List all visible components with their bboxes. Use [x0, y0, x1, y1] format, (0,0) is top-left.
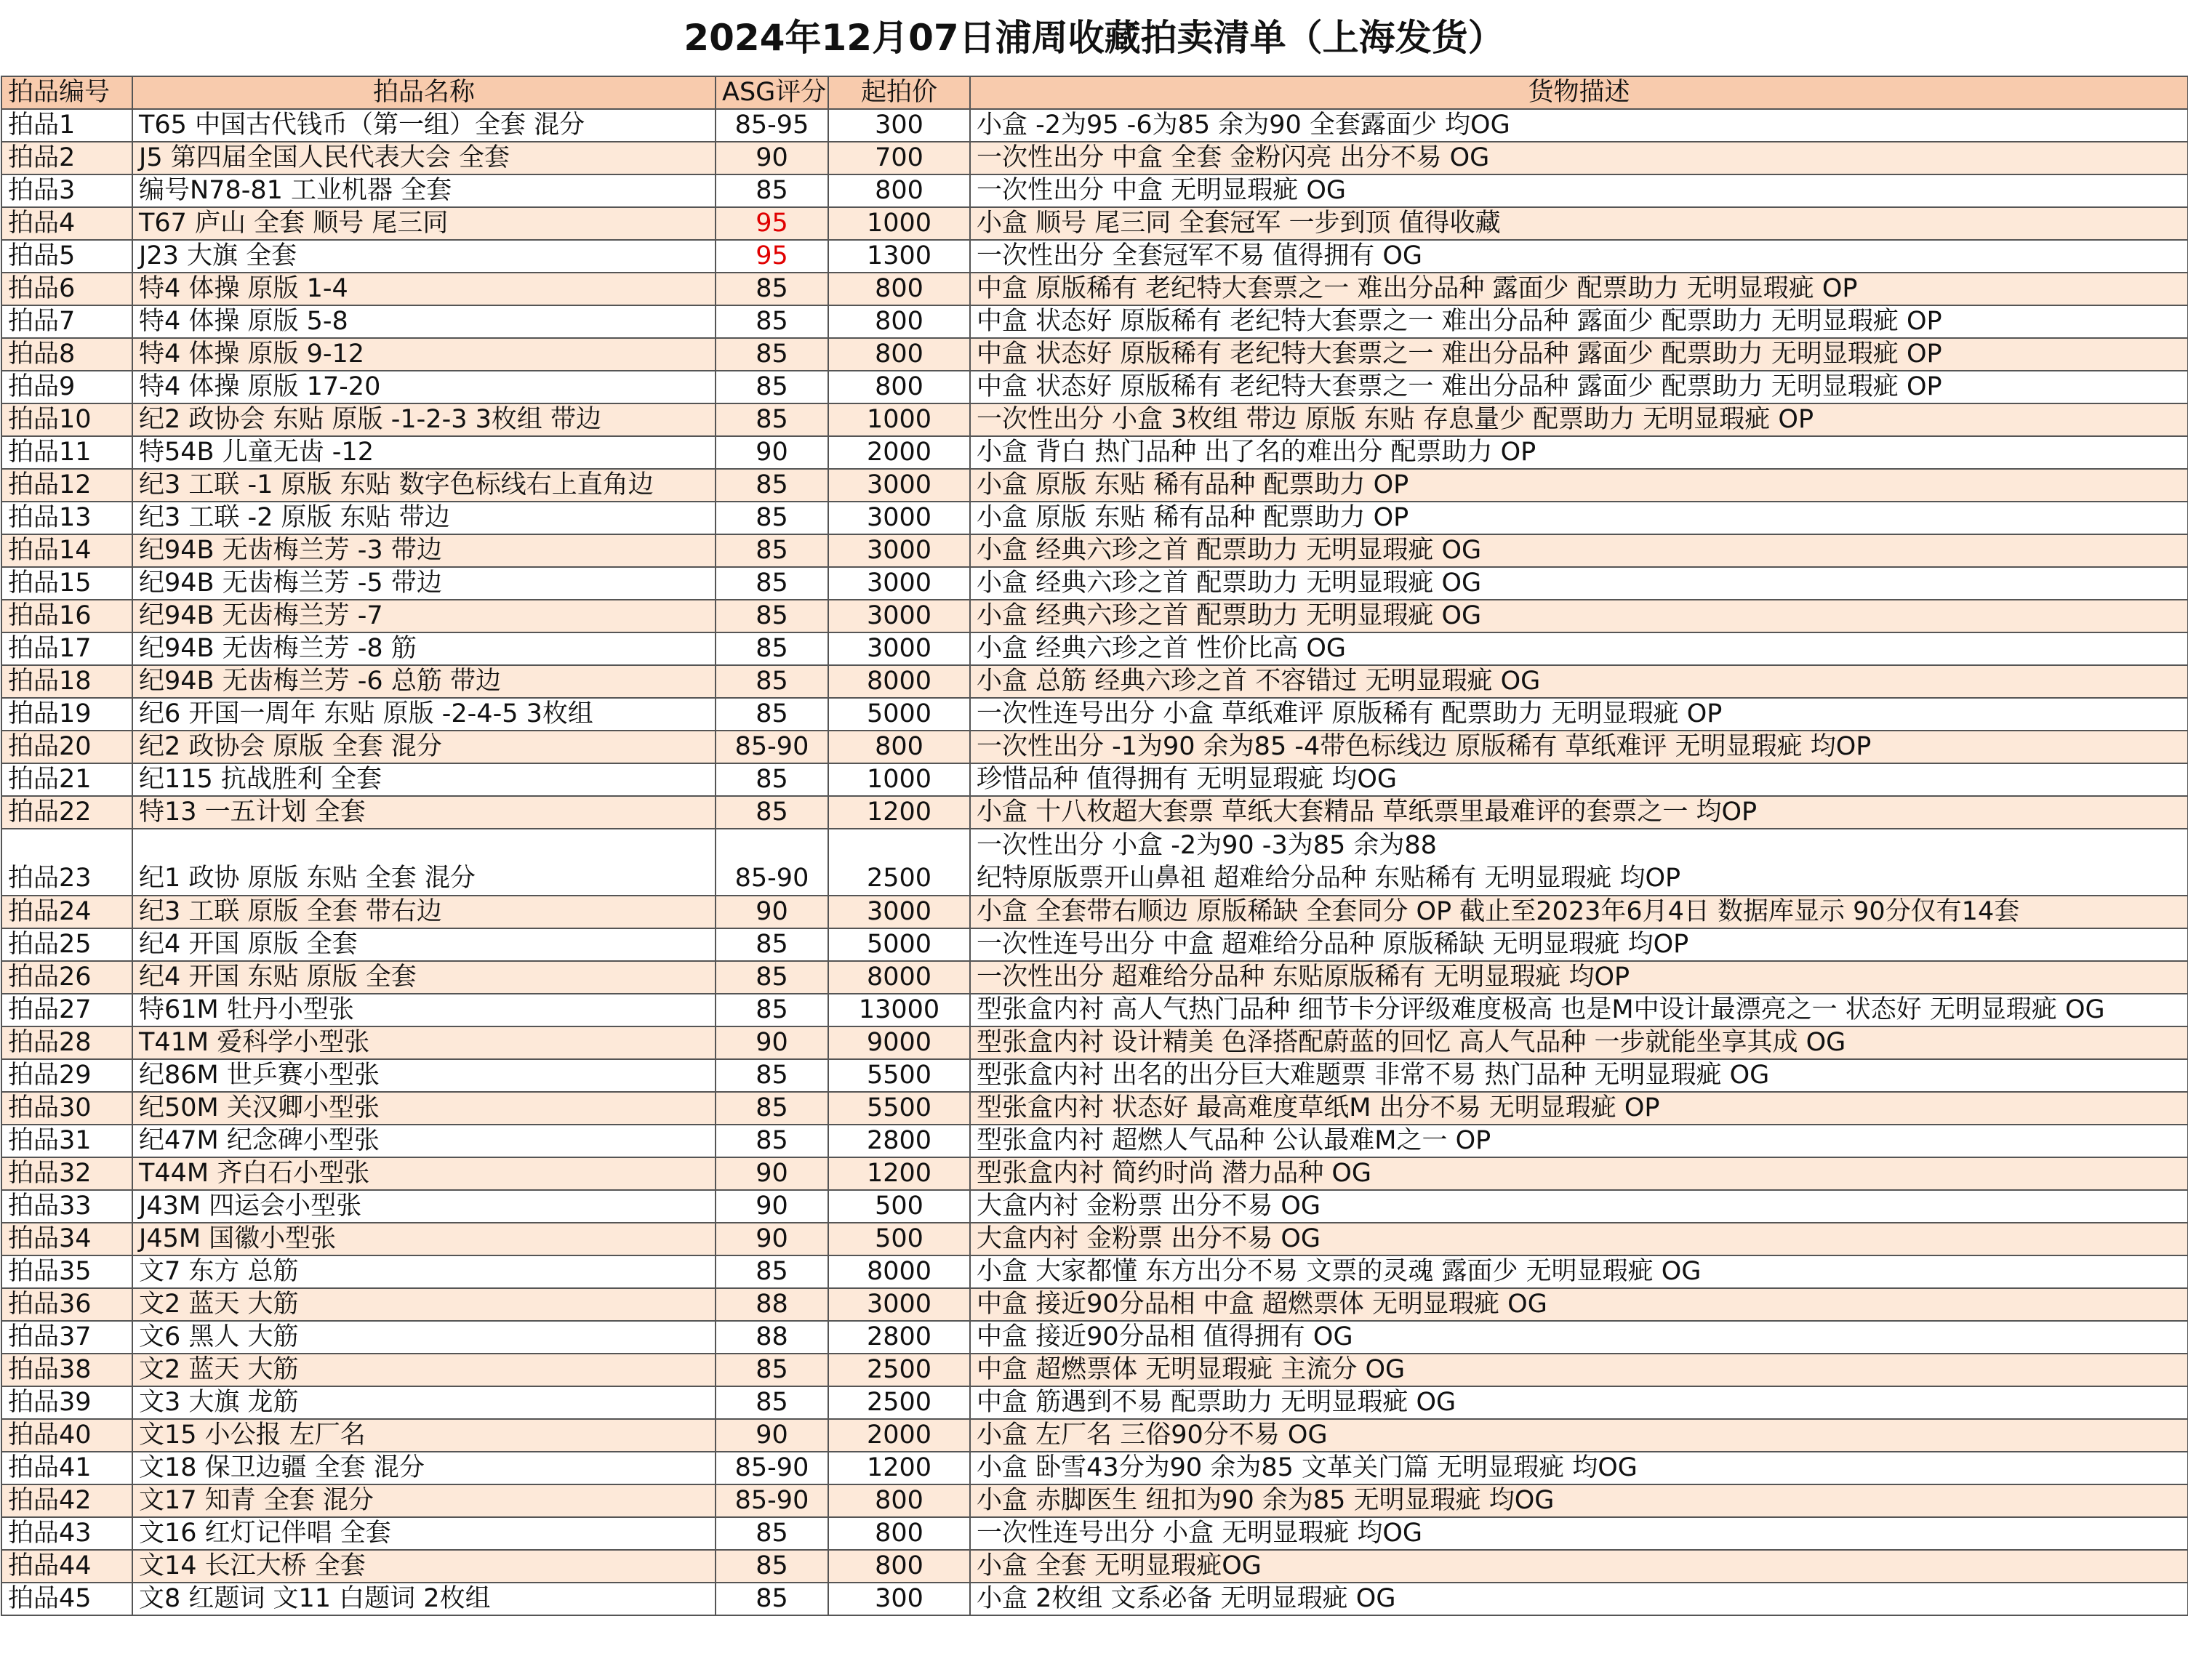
table-row — [1, 338, 2188, 371]
start-price-cell: 800 — [828, 1484, 970, 1517]
description-cell: 小盒 2枚组 文系必备 无明显瑕疵 OG — [970, 1583, 2188, 1615]
lot-id-cell: 拍品28 — [1, 1026, 132, 1059]
start-price-cell: 8000 — [828, 665, 970, 698]
description-cell: 型张盒内衬 状态好 最高难度草纸M 出分不易 无明显瑕疵 OP — [970, 1092, 2188, 1125]
lot-id-cell: 拍品34 — [1, 1223, 132, 1255]
description-cell — [970, 829, 2188, 896]
description-cell: 小盒 原版 东贴 稀有品种 配票助力 OP — [970, 469, 2188, 502]
lot-name-cell: J45M 国徽小型张 — [132, 1223, 716, 1255]
start-price-cell: 5000 — [828, 928, 970, 961]
description-cell: 小盒 原版 东贴 稀有品种 配票助力 OP — [970, 502, 2188, 534]
asg-score-cell: 85 — [716, 1386, 828, 1419]
asg-score-cell: 95 — [716, 240, 828, 273]
table-row — [1, 567, 2188, 600]
description-cell: 大盒内衬 金粉票 出分不易 OG — [970, 1190, 2188, 1223]
lot-name-cell: 特54B 儿童无齿 -12 — [132, 436, 716, 469]
start-price-cell: 1200 — [828, 1157, 970, 1190]
description-cell: 小盒 背白 热门品种 出了名的难出分 配票助力 OP — [970, 436, 2188, 469]
header-description: 货物描述 — [970, 76, 2188, 109]
table-row — [1, 403, 2188, 436]
table-row — [1, 1550, 2188, 1583]
lot-id-cell: 拍品14 — [1, 534, 132, 567]
asg-score-cell: 85 — [716, 469, 828, 502]
description-cell: 小盒 赤脚医生 纽扣为90 余为85 无明显瑕疵 均OG — [970, 1484, 2188, 1517]
asg-score-cell: 90 — [716, 1223, 828, 1255]
asg-score-cell: 90 — [716, 1026, 828, 1059]
start-price-cell: 2000 — [828, 436, 970, 469]
description-cell: 中盒 接近90分品相 值得拥有 OG — [970, 1321, 2188, 1354]
start-price-cell: 5500 — [828, 1059, 970, 1092]
lot-name-cell: 特61M 牡丹小型张 — [132, 994, 716, 1026]
asg-score-cell: 90 — [716, 1419, 828, 1452]
asg-score-cell: 85 — [716, 961, 828, 994]
lot-id-cell: 拍品40 — [1, 1419, 132, 1452]
start-price-cell: 5500 — [828, 1092, 970, 1125]
lot-name-cell: 纪2 政协会 原版 全套 混分 — [132, 731, 716, 763]
lot-id-cell: 拍品20 — [1, 731, 132, 763]
description-cell: 小盒 顺号 尾三同 全套冠军 一步到顶 值得收藏 — [970, 207, 2188, 240]
table-row — [1, 829, 2188, 896]
start-price-cell: 1200 — [828, 1452, 970, 1484]
description-cell: 小盒 全套带右顺边 原版稀缺 全套同分 OP 截止至2023年6月4日 数据库显示 90分仅有14套 — [970, 896, 2188, 928]
table-row — [1, 1419, 2188, 1452]
header-start-price: 起拍价 — [828, 76, 970, 109]
description-cell: 一次性出分 -1为90 余为85 -4带色标线边 原版稀有 草纸难评 无明显瑕疵 均OP — [970, 731, 2188, 763]
lot-id-cell: 拍品30 — [1, 1092, 132, 1125]
start-price-cell: 800 — [828, 174, 970, 207]
table-row — [1, 502, 2188, 534]
table-row — [1, 928, 2188, 961]
asg-score-cell: 90 — [716, 1190, 828, 1223]
lot-name-cell: 纪94B 无齿梅兰芳 -6 总筋 带边 — [132, 665, 716, 698]
description-cell: 小盒 大家都懂 东方出分不易 文票的灵魂 露面少 无明显瑕疵 OG — [970, 1255, 2188, 1288]
asg-score-cell: 85 — [716, 174, 828, 207]
table-row — [1, 1125, 2188, 1157]
lot-id-cell: 拍品35 — [1, 1255, 132, 1288]
start-price-cell: 500 — [828, 1190, 970, 1223]
start-price-cell: 800 — [828, 338, 970, 371]
start-price-cell: 1000 — [828, 207, 970, 240]
table-row — [1, 273, 2188, 305]
lot-name-cell: 纪94B 无齿梅兰芳 -7 — [132, 600, 716, 632]
asg-score-cell: 85 — [716, 796, 828, 829]
lot-id-cell: 拍品8 — [1, 338, 132, 371]
asg-score-cell: 85 — [716, 273, 828, 305]
lot-name-cell: 特4 体操 原版 5-8 — [132, 305, 716, 338]
asg-score-cell: 88 — [716, 1321, 828, 1354]
table-row — [1, 207, 2188, 240]
asg-score-cell: 85 — [716, 1354, 828, 1386]
asg-score-cell: 85 — [716, 305, 828, 338]
lot-id-cell: 拍品18 — [1, 665, 132, 698]
start-price-cell: 1000 — [828, 403, 970, 436]
start-price-cell: 2500 — [828, 1386, 970, 1419]
description-cell: 中盒 超燃票体 无明显瑕疵 主流分 OG — [970, 1354, 2188, 1386]
lot-name-cell: 特4 体操 原版 1-4 — [132, 273, 716, 305]
asg-score-cell: 85-95 — [716, 109, 828, 142]
description-cell: 小盒 -2为95 -6为85 余为90 全套露面少 均OG — [970, 109, 2188, 142]
table-row — [1, 796, 2188, 829]
description-cell: 小盒 经典六珍之首 配票助力 无明显瑕疵 OG — [970, 567, 2188, 600]
asg-score-cell: 85 — [716, 928, 828, 961]
asg-score-cell: 85 — [716, 1517, 828, 1550]
start-price-cell: 1300 — [828, 240, 970, 273]
description-cell: 小盒 左厂名 三俗90分不易 OG — [970, 1419, 2188, 1452]
table-row — [1, 1026, 2188, 1059]
start-price-cell: 8000 — [828, 1255, 970, 1288]
table-row — [1, 1092, 2188, 1125]
lot-name-cell: T41M 爱科学小型张 — [132, 1026, 716, 1059]
start-price-cell: 300 — [828, 109, 970, 142]
lot-id-cell: 拍品7 — [1, 305, 132, 338]
asg-score-cell: 85-90 — [716, 1484, 828, 1517]
asg-score-cell: 85-90 — [716, 829, 828, 896]
table-row — [1, 1059, 2188, 1092]
lot-name-cell: 纪4 开国 原版 全套 — [132, 928, 716, 961]
description-cell: 型张盒内衬 简约时尚 潜力品种 OG — [970, 1157, 2188, 1190]
table-row — [1, 1583, 2188, 1615]
description-cell: 中盒 状态好 原版稀有 老纪特大套票之一 难出分品种 露面少 配票助力 无明显瑕疵 OP — [970, 305, 2188, 338]
table-row — [1, 436, 2188, 469]
table-row — [1, 600, 2188, 632]
table-row — [1, 109, 2188, 142]
lot-id-cell: 拍品11 — [1, 436, 132, 469]
lot-id-cell: 拍品9 — [1, 371, 132, 403]
start-price-cell: 800 — [828, 1550, 970, 1583]
header-row — [1, 76, 2188, 109]
lot-name-cell: J23 大旗 全套 — [132, 240, 716, 273]
asg-score-cell: 85 — [716, 567, 828, 600]
asg-score-cell: 85 — [716, 994, 828, 1026]
lot-name-cell: 特4 体操 原版 17-20 — [132, 371, 716, 403]
lot-name-cell: 文3 大旗 龙筋 — [132, 1386, 716, 1419]
asg-score-cell: 85 — [716, 1583, 828, 1615]
lot-name-cell: 文18 保卫边疆 全套 混分 — [132, 1452, 716, 1484]
asg-score-cell: 85 — [716, 632, 828, 665]
start-price-cell: 3000 — [828, 567, 970, 600]
description-cell: 一次性出分 超难给分品种 东贴原版稀有 无明显瑕疵 均OP — [970, 961, 2188, 994]
table-row — [1, 1190, 2188, 1223]
lot-id-cell: 拍品21 — [1, 763, 132, 796]
description-cell: 小盒 十八枚超大套票 草纸大套精品 草纸票里最难评的套票之一 均OP — [970, 796, 2188, 829]
lot-name-cell: 文6 黑人 大筋 — [132, 1321, 716, 1354]
lot-id-cell: 拍品10 — [1, 403, 132, 436]
header-asg-score: ASG评分 — [716, 76, 828, 109]
table-row — [1, 1157, 2188, 1190]
description-cell: 中盒 状态好 原版稀有 老纪特大套票之一 难出分品种 露面少 配票助力 无明显瑕疵 OP — [970, 338, 2188, 371]
lot-name-cell: 纪3 工联 -1 原版 东贴 数字色标线右上直角边 — [132, 469, 716, 502]
start-price-cell: 800 — [828, 371, 970, 403]
asg-score-cell: 85 — [716, 403, 828, 436]
lot-id-cell: 拍品2 — [1, 142, 132, 174]
asg-score-cell: 85 — [716, 763, 828, 796]
asg-score-cell: 90 — [716, 436, 828, 469]
start-price-cell: 800 — [828, 1517, 970, 1550]
start-price-cell: 2800 — [828, 1321, 970, 1354]
description-cell: 一次性连号出分 中盒 超难给分品种 原版稀缺 无明显瑕疵 均OP — [970, 928, 2188, 961]
lot-id-cell: 拍品32 — [1, 1157, 132, 1190]
lot-name-cell: J43M 四运会小型张 — [132, 1190, 716, 1223]
auction-table — [1, 76, 2188, 1616]
table-row — [1, 763, 2188, 796]
description-cell: 中盒 筋遇到不易 配票助力 无明显瑕疵 OG — [970, 1386, 2188, 1419]
description-cell: 型张盒内衬 设计精美 色泽搭配蔚蓝的回忆 高人气品种 一步就能坐享其成 OG — [970, 1026, 2188, 1059]
asg-score-cell: 85 — [716, 665, 828, 698]
asg-score-cell: 90 — [716, 1157, 828, 1190]
description-cell: 中盒 状态好 原版稀有 老纪特大套票之一 难出分品种 露面少 配票助力 无明显瑕疵 OP — [970, 371, 2188, 403]
table-row — [1, 1354, 2188, 1386]
description-cell: 小盒 经典六珍之首 性价比高 OG — [970, 632, 2188, 665]
start-price-cell: 800 — [828, 305, 970, 338]
lot-id-cell: 拍品12 — [1, 469, 132, 502]
lot-id-cell: 拍品17 — [1, 632, 132, 665]
start-price-cell: 3000 — [828, 632, 970, 665]
asg-score-cell: 85 — [716, 1255, 828, 1288]
table-row — [1, 1288, 2188, 1321]
lot-id-cell: 拍品1 — [1, 109, 132, 142]
asg-score-cell: 85 — [716, 338, 828, 371]
description-cell: 中盒 原版稀有 老纪特大套票之一 难出分品种 露面少 配票助力 无明显瑕疵 OP — [970, 273, 2188, 305]
start-price-cell: 300 — [828, 1583, 970, 1615]
description-cell: 型张盒内衬 超燃人气品种 公认最难M之一 OP — [970, 1125, 2188, 1157]
description-line: 一次性出分 小盒 -2为90 -3为85 余为88 — [977, 831, 1437, 860]
lot-id-cell: 拍品15 — [1, 567, 132, 600]
lot-id-cell: 拍品27 — [1, 994, 132, 1026]
start-price-cell: 2500 — [828, 1354, 970, 1386]
lot-id-cell: 拍品23 — [1, 829, 132, 896]
asg-score-cell: 85 — [716, 371, 828, 403]
lot-name-cell: 文15 小公报 左厂名 — [132, 1419, 716, 1452]
lot-name-cell: 纪50M 关汉卿小型张 — [132, 1092, 716, 1125]
lot-id-cell: 拍品43 — [1, 1517, 132, 1550]
description-cell: 大盒内衬 金粉票 出分不易 OG — [970, 1223, 2188, 1255]
start-price-cell: 5000 — [828, 698, 970, 731]
lot-name-cell: 文2 蓝天 大筋 — [132, 1354, 716, 1386]
description-cell: 一次性出分 中盒 无明显瑕疵 OG — [970, 174, 2188, 207]
start-price-cell: 1200 — [828, 796, 970, 829]
lot-id-cell: 拍品45 — [1, 1583, 132, 1615]
lot-name-cell: 文8 红题词 文11 白题词 2枚组 — [132, 1583, 716, 1615]
start-price-cell: 2500 — [828, 829, 970, 896]
start-price-cell: 800 — [828, 731, 970, 763]
table-row — [1, 174, 2188, 207]
lot-name-cell: 纪1 政协 原版 东贴 全套 混分 — [132, 829, 716, 896]
description-cell: 小盒 经典六珍之首 配票助力 无明显瑕疵 OG — [970, 600, 2188, 632]
lot-id-cell: 拍品36 — [1, 1288, 132, 1321]
lot-name-cell: J5 第四届全国人民代表大会 全套 — [132, 142, 716, 174]
lot-name-cell: 纪3 工联 原版 全套 带右边 — [132, 896, 716, 928]
table-row — [1, 240, 2188, 273]
lot-id-cell: 拍品3 — [1, 174, 132, 207]
lot-id-cell: 拍品38 — [1, 1354, 132, 1386]
start-price-cell: 3000 — [828, 534, 970, 567]
asg-score-cell: 85-90 — [716, 1452, 828, 1484]
lot-name-cell: T44M 齐白石小型张 — [132, 1157, 716, 1190]
start-price-cell: 2000 — [828, 1419, 970, 1452]
lot-id-cell: 拍品13 — [1, 502, 132, 534]
lot-name-cell: 纪47M 纪念碑小型张 — [132, 1125, 716, 1157]
description-cell: 型张盒内衬 高人气热门品种 细节卡分评级难度极高 也是M中设计最漂亮之一 状态好 无明显瑕疵 OG — [970, 994, 2188, 1026]
table-row — [1, 961, 2188, 994]
lot-id-cell: 拍品31 — [1, 1125, 132, 1157]
lot-name-cell: 文7 东方 总筋 — [132, 1255, 716, 1288]
header-lot-id: 拍品编号 — [1, 76, 132, 109]
start-price-cell: 13000 — [828, 994, 970, 1026]
lot-id-cell: 拍品39 — [1, 1386, 132, 1419]
lot-id-cell: 拍品16 — [1, 600, 132, 632]
description-cell: 一次性出分 中盒 全套 金粉闪亮 出分不易 OG — [970, 142, 2188, 174]
start-price-cell: 800 — [828, 273, 970, 305]
lot-id-cell: 拍品29 — [1, 1059, 132, 1092]
table-body — [1, 109, 2188, 1615]
start-price-cell: 3000 — [828, 600, 970, 632]
start-price-cell: 500 — [828, 1223, 970, 1255]
description-cell: 一次性出分 全套冠军不易 值得拥有 OG — [970, 240, 2188, 273]
asg-score-cell: 85-90 — [716, 731, 828, 763]
asg-score-cell: 85 — [716, 1125, 828, 1157]
lot-id-cell: 拍品22 — [1, 796, 132, 829]
start-price-cell: 3000 — [828, 896, 970, 928]
table-row — [1, 698, 2188, 731]
asg-score-cell: 85 — [716, 502, 828, 534]
start-price-cell: 3000 — [828, 1288, 970, 1321]
lot-id-cell: 拍品4 — [1, 207, 132, 240]
start-price-cell: 8000 — [828, 961, 970, 994]
table-row — [1, 371, 2188, 403]
table-row — [1, 469, 2188, 502]
table-row — [1, 632, 2188, 665]
lot-name-cell: 纪94B 无齿梅兰芳 -8 筋 — [132, 632, 716, 665]
table-row — [1, 994, 2188, 1026]
asg-score-cell: 85 — [716, 1059, 828, 1092]
start-price-cell: 9000 — [828, 1026, 970, 1059]
start-price-cell: 700 — [828, 142, 970, 174]
asg-score-cell: 85 — [716, 698, 828, 731]
lot-name-cell: 文17 知青 全套 混分 — [132, 1484, 716, 1517]
asg-score-cell: 90 — [716, 896, 828, 928]
lot-name-cell: 文14 长江大桥 全套 — [132, 1550, 716, 1583]
description-cell: 一次性连号出分 小盒 无明显瑕疵 均OG — [970, 1517, 2188, 1550]
table-row — [1, 1255, 2188, 1288]
asg-score-cell: 85 — [716, 1550, 828, 1583]
asg-score-cell: 95 — [716, 207, 828, 240]
description-cell: 型张盒内衬 出名的出分巨大难题票 非常不易 热门品种 无明显瑕疵 OG — [970, 1059, 2188, 1092]
lot-id-cell: 拍品26 — [1, 961, 132, 994]
asg-score-cell: 88 — [716, 1288, 828, 1321]
page-title: 2024年12月07日浦周收藏拍卖清单（上海发货） — [684, 17, 1504, 59]
lot-name-cell: 纪86M 世乒赛小型张 — [132, 1059, 716, 1092]
lot-name-cell: 文16 红灯记伴唱 全套 — [132, 1517, 716, 1550]
lot-id-cell: 拍品44 — [1, 1550, 132, 1583]
lot-id-cell: 拍品25 — [1, 928, 132, 961]
description-cell: 一次性出分 小盒 3枚组 带边 原版 东贴 存息量少 配票助力 无明显瑕疵 OP — [970, 403, 2188, 436]
description-cell: 小盒 卧雪43分为90 余为85 文革关门篇 无明显瑕疵 均OG — [970, 1452, 2188, 1484]
lot-name-cell: 纪94B 无齿梅兰芳 -5 带边 — [132, 567, 716, 600]
table-row — [1, 305, 2188, 338]
table-row — [1, 1517, 2188, 1550]
start-price-cell: 3000 — [828, 469, 970, 502]
lot-id-cell: 拍品24 — [1, 896, 132, 928]
lot-id-cell: 拍品33 — [1, 1190, 132, 1223]
table-row — [1, 731, 2188, 763]
lot-id-cell: 拍品5 — [1, 240, 132, 273]
table-row — [1, 534, 2188, 567]
lot-name-cell: T65 中国古代钱币（第一组）全套 混分 — [132, 109, 716, 142]
lot-id-cell: 拍品19 — [1, 698, 132, 731]
description-line: 纪特原版票开山鼻祖 超难给分品种 东贴稀有 无明显瑕疵 均OP — [977, 864, 1681, 893]
lot-name-cell: 纪4 开国 东贴 原版 全套 — [132, 961, 716, 994]
start-price-cell: 1000 — [828, 763, 970, 796]
lot-name-cell: 编号N78-81 工业机器 全套 — [132, 174, 716, 207]
lot-id-cell: 拍品42 — [1, 1484, 132, 1517]
lot-name-cell: 特13 一五计划 全套 — [132, 796, 716, 829]
lot-name-cell: 纪94B 无齿梅兰芳 -3 带边 — [132, 534, 716, 567]
table-row — [1, 142, 2188, 174]
start-price-cell: 2800 — [828, 1125, 970, 1157]
table-row — [1, 1484, 2188, 1517]
asg-score-cell: 90 — [716, 142, 828, 174]
lot-name-cell: 纪3 工联 -2 原版 东贴 带边 — [132, 502, 716, 534]
table-row — [1, 896, 2188, 928]
table-row — [1, 1386, 2188, 1419]
start-price-cell: 3000 — [828, 502, 970, 534]
description-cell: 珍惜品种 值得拥有 无明显瑕疵 均OG — [970, 763, 2188, 796]
table-row — [1, 1452, 2188, 1484]
table-row — [1, 665, 2188, 698]
description-cell: 小盒 全套 无明显瑕疵OG — [970, 1550, 2188, 1583]
lot-id-cell: 拍品37 — [1, 1321, 132, 1354]
lot-name-cell: 纪6 开国一周年 东贴 原版 -2-4-5 3枚组 — [132, 698, 716, 731]
table-row — [1, 1223, 2188, 1255]
lot-id-cell: 拍品41 — [1, 1452, 132, 1484]
table-row — [1, 1321, 2188, 1354]
header-lot-name: 拍品名称 — [132, 76, 716, 109]
description-cell: 一次性连号出分 小盒 草纸难评 原版稀有 配票助力 无明显瑕疵 OP — [970, 698, 2188, 731]
lot-name-cell: 纪115 抗战胜利 全套 — [132, 763, 716, 796]
asg-score-cell: 85 — [716, 1092, 828, 1125]
asg-score-cell: 85 — [716, 600, 828, 632]
lot-id-cell: 拍品6 — [1, 273, 132, 305]
asg-score-cell: 85 — [716, 534, 828, 567]
description-cell: 中盒 接近90分品相 中盒 超燃票体 无明显瑕疵 OG — [970, 1288, 2188, 1321]
description-cell: 小盒 总筋 经典六珍之首 不容错过 无明显瑕疵 OG — [970, 665, 2188, 698]
lot-name-cell: 特4 体操 原版 9-12 — [132, 338, 716, 371]
lot-name-cell: T67 庐山 全套 顺号 尾三同 — [132, 207, 716, 240]
lot-name-cell: 纪2 政协会 东贴 原版 -1-2-3 3枚组 带边 — [132, 403, 716, 436]
description-cell: 小盒 经典六珍之首 配票助力 无明显瑕疵 OG — [970, 534, 2188, 567]
lot-name-cell: 文2 蓝天 大筋 — [132, 1288, 716, 1321]
